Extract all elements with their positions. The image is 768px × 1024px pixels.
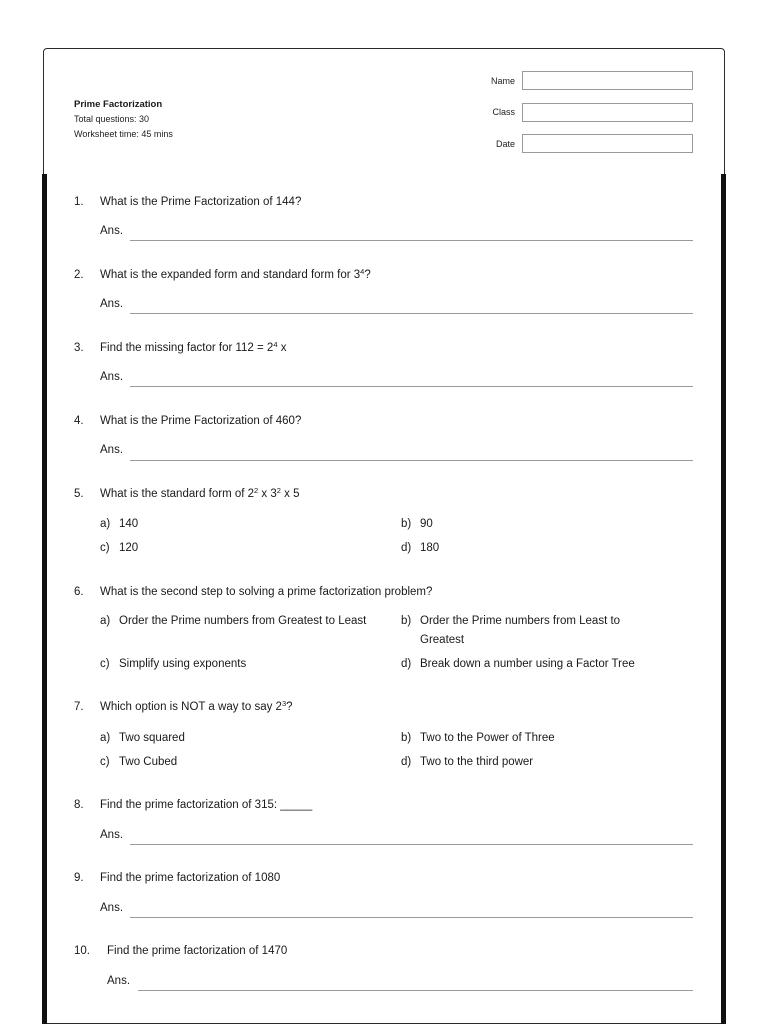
answer-label: Ans. [100,225,124,237]
option-b[interactable]: b) Order the Prime numbers from Least to Greatest [401,615,621,646]
question-text: What is the Prime Factorization of 460? [100,415,302,427]
question-number: 3. [74,342,84,354]
worksheet-title: Prime Factorization [74,99,163,110]
question-number: 9. [74,872,84,884]
option-b[interactable]: b) 90 [401,518,433,530]
answer-label: Ans. [100,829,124,841]
answer-label: Ans. [100,444,124,456]
option-c[interactable]: c) Two Cubed [100,756,178,768]
question-number: 6. [74,586,84,598]
page-edge-left [42,174,47,1024]
answer-line[interactable] [130,386,693,387]
answer-line[interactable] [130,240,693,241]
name-field[interactable] [522,71,693,90]
page-edge-right [721,174,726,1024]
question-text: Which option is NOT a way to say $2^3$? [100,699,293,713]
answer-line[interactable] [130,460,693,461]
answer-label: Ans. [107,975,131,987]
option-a[interactable]: a) Two squared [100,732,185,744]
answer-label: Ans. [100,902,124,914]
answer-label: Ans. [100,298,124,310]
question-number: 5. [74,488,84,500]
option-d[interactable]: d) Break down a number using a Factor Tree [401,658,635,670]
question-number: 10. [74,945,90,957]
question-text: What is the standard form of $2^2$ x $3^2$ x 5 [100,486,300,500]
answer-line[interactable] [130,917,693,918]
name-label: Name [490,76,515,86]
question-text: Find the prime factorization of 1080 [100,872,281,884]
question-text: What is the expanded form and standard form for $3^4$? [100,267,371,281]
answer-line[interactable] [130,313,693,314]
question-text: What is the second step to solving a prime factorization problem? [100,586,433,598]
option-b[interactable]: b) Two to the Power of Three [401,732,555,744]
question-number: 2. [74,269,84,281]
class-field[interactable] [522,103,693,122]
worksheet-time: Worksheet time: 45 mins [74,129,173,139]
option-c[interactable]: c) 120 [100,542,139,554]
option-d[interactable]: d) Two to the third power [401,756,534,768]
option-a[interactable]: a) Order the Prime numbers from Greatest to Least [100,615,367,627]
question-text: Find the missing factor for $112 = 2^4$ x [100,340,287,354]
question-number: 8. [74,799,84,811]
question-number: 4. [74,415,84,427]
date-field[interactable] [522,134,693,153]
answer-line[interactable] [138,990,693,991]
option-d[interactable]: d) 180 [401,542,440,554]
question-number: 7. [74,701,84,713]
option-c[interactable]: c) Simplify using exponents [100,658,247,670]
question-text: What is the Prime Factorization of 144? [100,196,302,208]
class-label: Class [492,107,515,117]
total-questions: Total questions: 30 [74,114,150,124]
date-label: Date [495,139,515,149]
question-number: 1. [74,196,84,208]
option-a[interactable]: a) 140 [100,518,139,530]
question-text: Find the prime factorization of 1470 [107,945,288,957]
question-text: Find the prime factorization of 315: _____ [100,799,313,811]
answer-line[interactable] [130,844,693,845]
answer-label: Ans. [100,371,124,383]
